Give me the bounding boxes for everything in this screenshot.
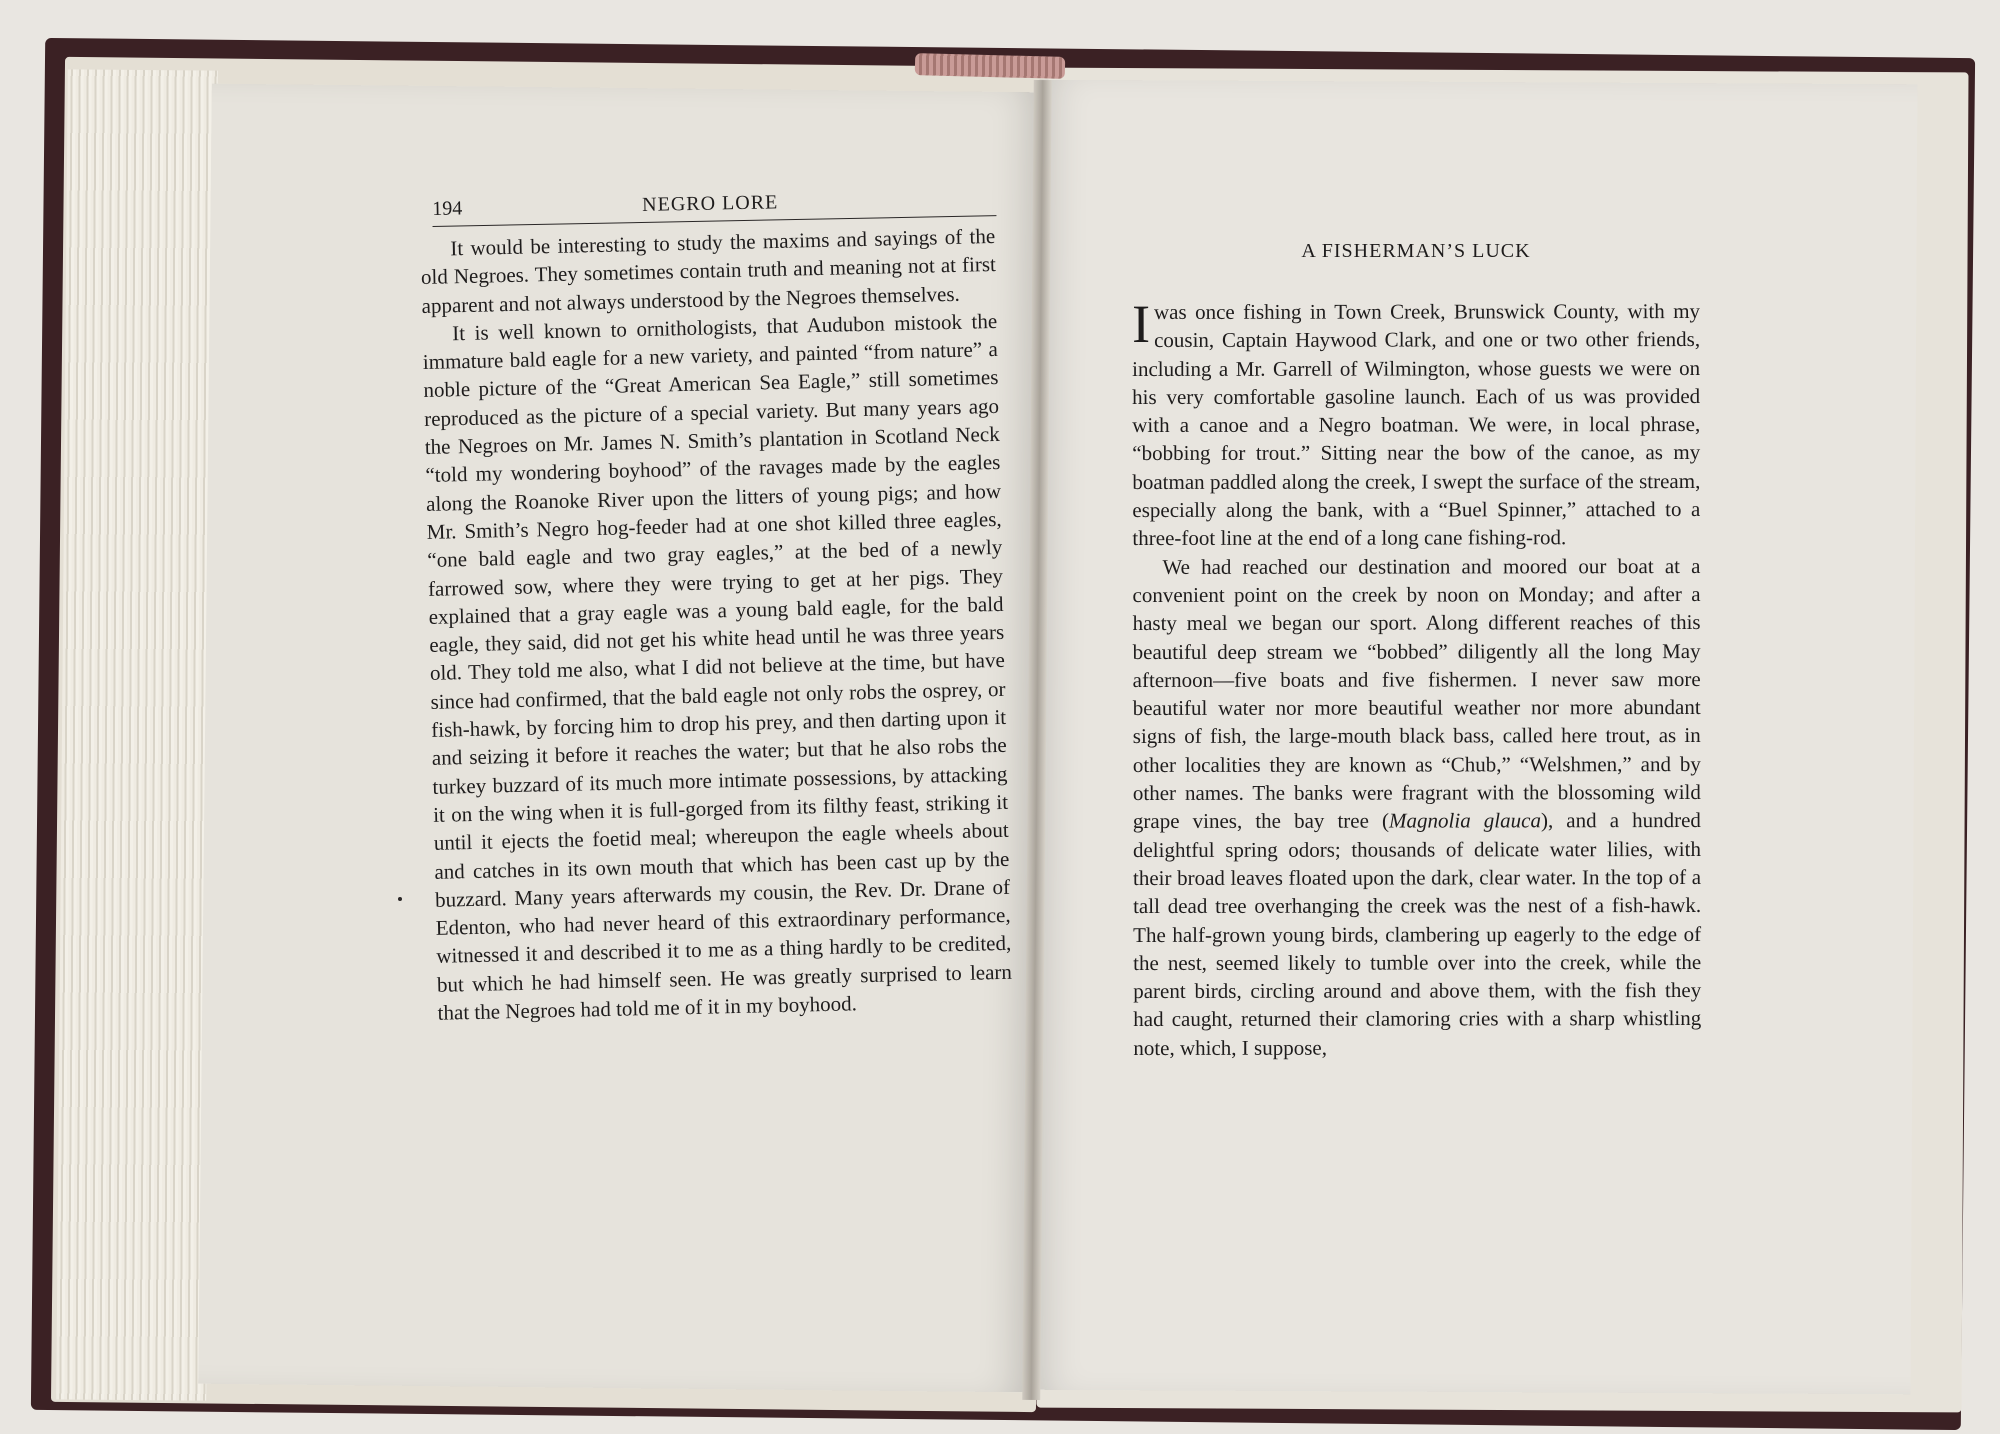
paragraph-text: was once fishing in Town Creek, Brunswick County, with my cousin, Captain Haywood Clark, and one or two other friends, including a Mr. Garrell of Wilmington, whose guests we were on his very comfortable gasoline launch. Each of us was provided with a canoe and a Negro boatman. We were, in local phrase, “bobbing for trout.” Sitting near the bow of the canoe, as my boatman paddled along the creek, I swept the surface of the stream, especially along the bank, with a “Buel Spinner,” attached to a three-foot line at the end of a long cane fishing-rod.	[1132, 299, 1701, 551]
paragraph-text: We had reached our destination and moored our boat at a convenient point on the creek by noon on Monday; and after a hasty meal we began our sport. Along different reaches of this beautiful deep stream we “bobbed” diligently all the long May afternoon—five boats and five fishermen. I never saw more beautiful water nor more beautiful weather nor more abundant signs of fish, the large-mouth black bass, called here trout, as in other localities they are known as “Chub,” “Welshmen,” and by other names. The banks were fragrant with the blossoming wild grape vines, the bay tree (	[1132, 553, 1701, 834]
italic-species-name: Magnolia glauca	[1389, 808, 1541, 833]
paragraph: It would be interesting to study the maxims and sayings of the old Negroes. They sometimes contain truth and meaning not at first apparent and not always understood by the Negroes themselves.	[420, 223, 997, 318]
page-edges	[56, 69, 218, 1400]
right-page-text	[1131, 293, 1702, 1062]
left-page-text	[420, 222, 1013, 1027]
drop-cap: I	[1131, 293, 1151, 354]
paragraph: It is well known to ornithologists, that Audubon mistook the immature bald eagle for a new variety, and painted “from nature” a noble picture of the “Great American Sea Eagle,” still sometimes reproduced as the picture of a special variety. But many years ago the Negroes on Mr. James N. Smith’s plantation in Scotland Neck “told my wondering boyhood” of the ravages made by the eagles along the Roanoke River upon the litters of young pigs; and how Mr. Smith’s Negro hog-feeder had at one shot killed three eagles, “one bald eagle and two gray eagles,” at the bed of a newly farrowed sow, where they were trying to get at her pigs. They explained that a gray eagle was a young bald eagle, for the bald eagle, they said, did not get his white head until he was three years old. They told me also, what I did not believe at the time, but have since had confirmed, that the bald eagle not only robs the osprey, or fish-hawk, by forcing him to drop his prey, and then darting upon it and seizing it before it reaches the water; but that he also robs the turkey buzzard of its much more intimate possessions, by attacking it on the wing when it is full-gorged from its filthy feast, striking it until it ejects the foetid meal; whereupon the eagle wheels about and catches in its own mouth that which has been cast up by the buzzard. Many years afterwards my cousin, the Rev. Dr. Drane of Edenton, who had never heard of this extraordinary performance, witnessed it and described it to me as a thing hardly to be credited, but which he had himself seen. He was greatly surprised to learn that the Negroes had told me of it in my boyhood.	[422, 308, 1013, 1025]
chapter-title: A FISHERMAN’S LUCK	[1301, 240, 1531, 262]
paragraph	[1132, 552, 1701, 1062]
margin-mark	[398, 897, 402, 901]
running-title: NEGRO LORE	[641, 191, 779, 216]
paragraph	[1131, 293, 1701, 553]
page-number: 194	[432, 197, 463, 220]
paragraph-text: ), and a hundred delightful spring odors; thousands of delicate water lilies, with their broad leaves floated upon the dark, clear water. In the top of a tall dead tree overhanging the creek was the nest of a fish-hawk. The half-grown young birds, clambering up eagerly to the edge of the nest, seemed likely to tumble over into the creek, while the parent birds, circling around and above them, with the fish they had caught, returned their clamoring cries with a sharp whistling note, which, I suppose,	[1132, 808, 1702, 1060]
binding-thread	[915, 53, 1066, 79]
